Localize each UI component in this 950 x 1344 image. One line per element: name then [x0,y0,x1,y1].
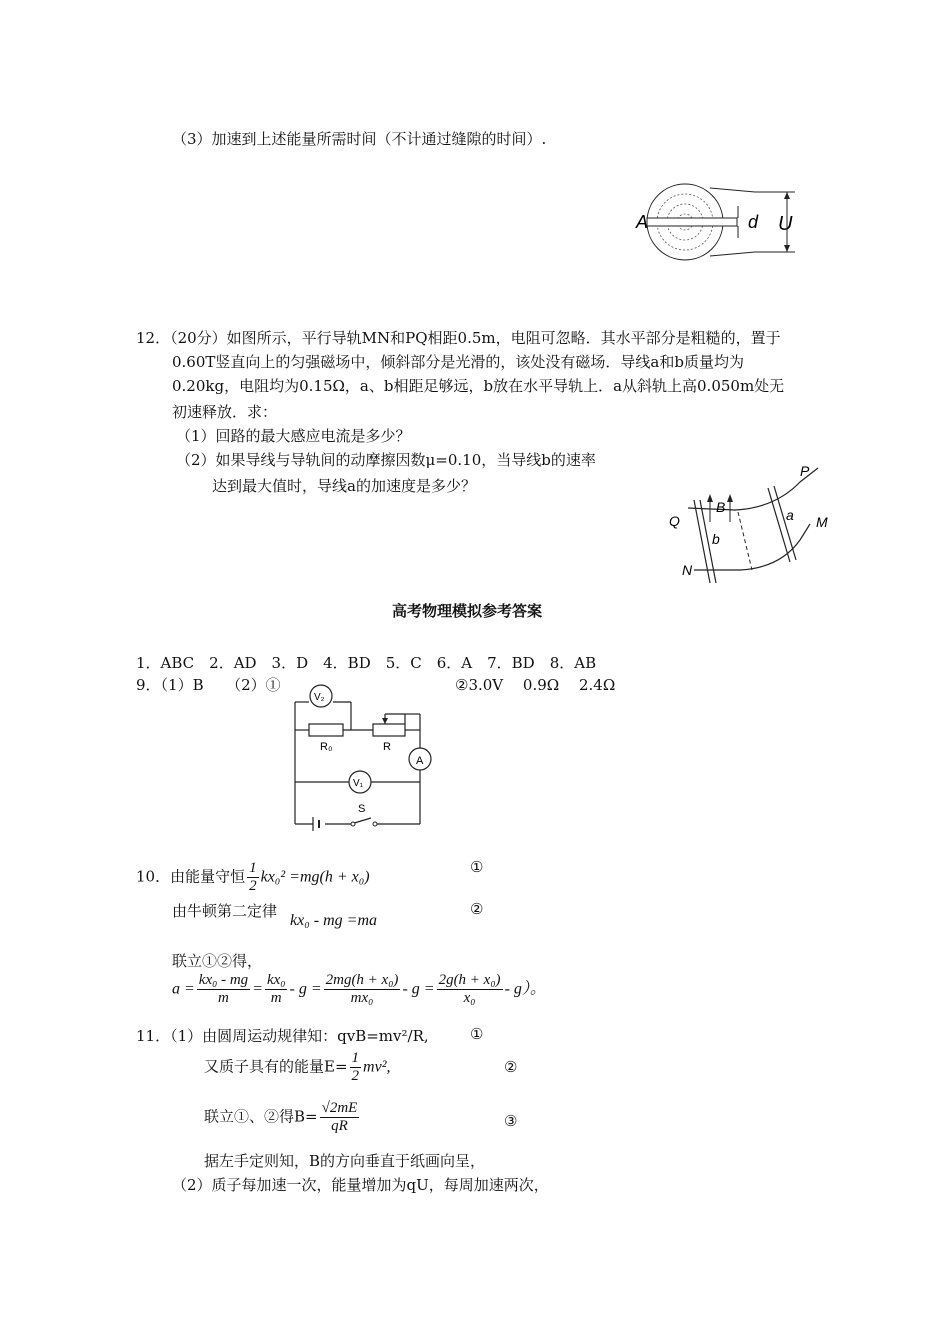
label-b: b [712,531,720,547]
answer-9-part-2: ②3.0V 0.9Ω 2.4Ω [455,676,616,694]
cyclotron-figure [630,180,810,265]
answer-11-line-2: 又质子具有的能量E= $\frac{1}{2}$ mv², [204,1050,391,1084]
answer-10-line-1: 10．由能量守恒 $\frac{1}{2}$ kx₀² =mg(h + x₀) [136,860,370,894]
resistor-r0-label: R₀ [320,741,333,753]
question-12-sub-2b: 达到最大值时，导线a的加速度是多少？ [212,477,476,495]
label-N: N [682,562,693,578]
acceleration-equation: a = $\frac{\text{kx₀ - mg}}{m}$ = $\frac{\text{kx₀}}{m}$ - g = $\frac{\text{2mg(h + x₀)}}{\text{mx₀}}$ - g = $\frac{\text{2g(h + x₀)}}{\text{x₀}}$ - g）。 [172,972,546,1006]
label-d: d [748,212,759,232]
marker-11-3: ③ [504,1112,518,1130]
question-11-part-3: （3）加速到上述能量所需时间（不计通过缝隙的时间）. [172,130,547,148]
marker-11-2: ② [504,1058,518,1076]
voltmeter-v1-label: V₁ [353,778,364,789]
rheostat-r-label: R [383,741,391,753]
switch-s-label: S [358,803,366,815]
fraction-half: $\frac{1}{2}$ [249,860,257,894]
answer-11-line-4: 据左手定则知，B的方向垂直于纸画向呈， [204,1152,486,1170]
answer-11-line-5: （2）质子每加速一次，能量增加为qU，每周加速两次， [172,1176,549,1194]
marker-1: ① [470,858,484,876]
marker-2: ② [470,900,484,918]
answer-10-line-3: 联立①②得， [172,952,263,970]
answer-9-part-1: 9．（1）B （2）① [136,676,281,694]
question-12-line-3: 0.20kg，电阻均为0.15Ω，a、b相距足够远，b放在水平导轨上．a从斜轨上高0.050m处无 [172,377,785,395]
ammeter-label: A [416,755,424,767]
question-12-line-4: 初速释放．求： [172,403,278,421]
question-12-line-1: 12．（20分）如图所示，平行导轨MN和PQ相距0.5m，电阻可忽略．其水平部分是粗糙的，置于 [136,329,781,347]
answer-11-line-3: 联立①、②得B= $\frac{√2mE}{qR}$ [204,1100,358,1134]
answers-title: 高考物理模拟参考答案 [392,602,543,620]
voltmeter-v2-label: V₂ [314,692,325,703]
answers-1-8: 1．ABC 2．AD 3．D 4．BD 5．C 6．A 7．BD 8．AB [136,654,597,672]
marker-11-1: ① [470,1025,484,1043]
question-12-line-2: 0.60T竖直向上的匀强磁场中，倾斜部分是光滑的，该处没有磁场．导线a和b质量均为 [172,353,744,371]
label-B: B [716,499,726,515]
circuit-diagram [285,684,435,834]
question-12-sub-2: （2）如果导线与导轨间的动摩擦因数μ=0.10，当导线b的速率 [176,451,596,469]
label-P: P [800,463,810,479]
question-12-sub-1: （1）回路的最大感应电流是多少？ [176,427,411,445]
label-M: M [816,514,828,530]
label-U: U [778,213,793,235]
label-a: a [786,507,794,523]
rails-figure [660,460,840,585]
label-Q: Q [669,513,680,529]
answer-11-line-1: 11．（1）由圆周运动规律知：qvB=mv²/R, [136,1027,429,1045]
label-A: A [636,212,649,232]
newton-equation: kx₀ - mg =ma [290,912,377,929]
answer-10-line-2: 由牛顿第二定律 [172,902,278,920]
